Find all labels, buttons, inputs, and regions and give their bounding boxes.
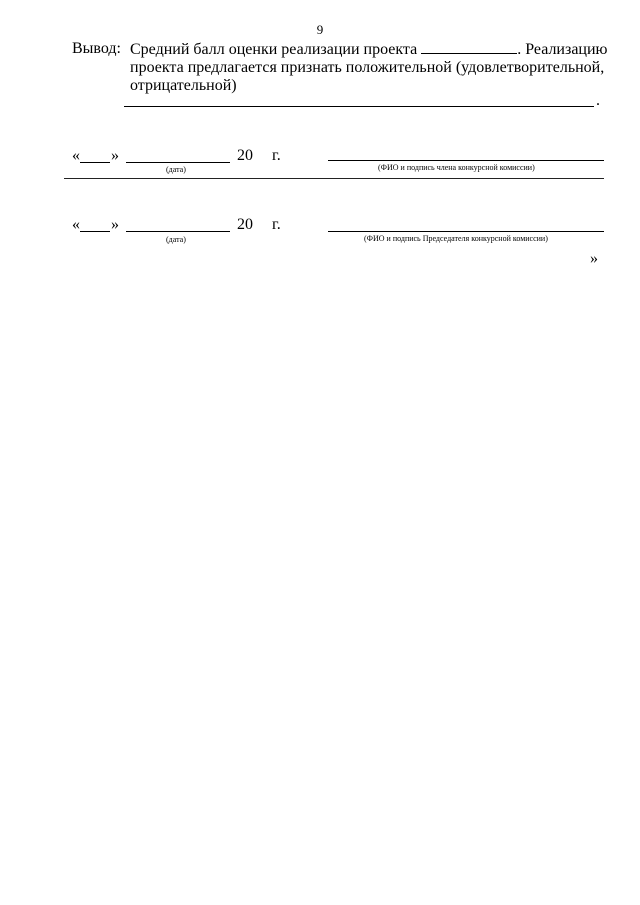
block1-date-caption: (дата): [166, 165, 186, 174]
block2-signature-caption: (ФИО и подпись Председателя конкурсной комиссии): [364, 234, 548, 243]
block2-date-caption: (дата): [166, 235, 186, 244]
block2-signature-line: [328, 231, 604, 232]
block1-separator-line: [64, 178, 604, 179]
conclusion-line-3: отрицательной): [130, 77, 237, 94]
conclusion-line-1-tail: . Реализацию: [517, 41, 608, 58]
conclusion-fill-line: [124, 106, 594, 107]
block1-year-suffix: г.: [272, 147, 281, 164]
average-score-blank: [421, 39, 517, 54]
block2-year: 20: [237, 216, 253, 233]
block2-open-quote: «: [72, 216, 80, 233]
block1-open-quote: «: [72, 147, 80, 164]
conclusion-label: Вывод:: [72, 40, 121, 57]
block1-year: 20: [237, 147, 253, 164]
block1-signature-caption: (ФИО и подпись члена конкурсной комиссии): [378, 163, 535, 172]
block1-month-line: [126, 162, 230, 163]
conclusion-line-1: [130, 39, 608, 60]
block2-year-suffix: г.: [272, 216, 281, 233]
block2-month-line: [126, 231, 230, 232]
page-number: 9: [316, 22, 324, 37]
block1-signature-line: [328, 160, 604, 161]
conclusion-end-mark: .: [596, 92, 600, 109]
block1-day-line: [80, 162, 110, 163]
block1-close-quote: »: [111, 147, 119, 164]
block2-close-quote: »: [111, 216, 119, 233]
conclusion-line-1-text: Средний балл оценки реализации проекта: [130, 41, 418, 58]
conclusion-line-2: проекта предлагается признать положительной (удовлетворительной,: [130, 59, 605, 76]
closing-quote: »: [590, 250, 598, 267]
block2-day-line: [80, 231, 110, 232]
